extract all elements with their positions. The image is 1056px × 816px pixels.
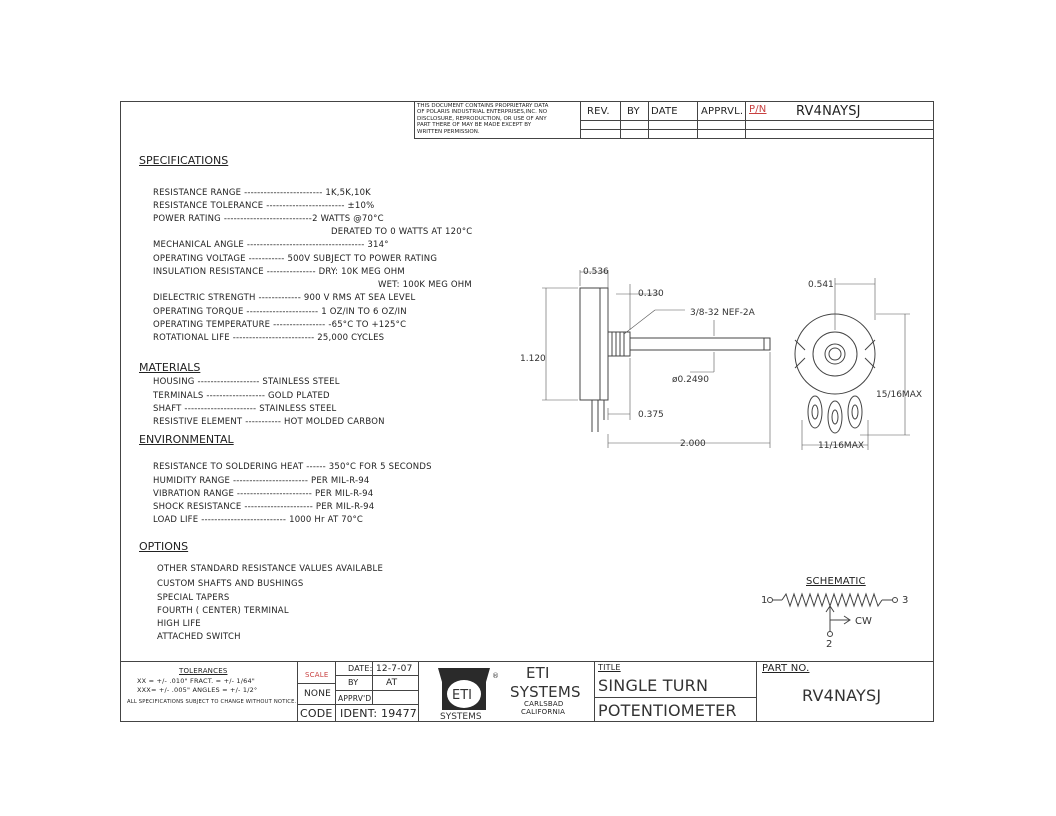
front-view-drawing	[780, 270, 930, 455]
spec-line: INSULATION RESISTANCE --------------- DRY: 10K MEG OHM	[153, 267, 405, 277]
scale-label: SCALE	[305, 671, 329, 679]
material-line: HOUSING ------------------- STAINLESS STEEL	[153, 377, 340, 387]
env-line: RESISTANCE TO SOLDERING HEAT ------ 350°C FOR 5 SECONDS	[153, 462, 432, 472]
by-value: AT	[386, 678, 398, 688]
schematic-pin3: 3	[902, 595, 909, 606]
material-line: RESISTIVE ELEMENT ----------- HOT MOLDED CARBON	[153, 417, 385, 427]
option-line: CUSTOM SHAFTS AND BUSHINGS	[157, 579, 304, 589]
ident-label: IDENT:	[340, 707, 378, 720]
spec-line: RESISTANCE TOLERANCE ------------------------ ±10%	[153, 201, 375, 211]
company-name-line2: SYSTEMS	[510, 683, 581, 701]
date-header: DATE	[651, 106, 678, 117]
spec-line: WET: 100K MEG OHM	[378, 280, 472, 290]
tolerance-note: ALL SPECIFICATIONS SUBJECT TO CHANGE WITHOUT NOTICE.	[127, 699, 297, 705]
dim-length: 2.000	[680, 439, 706, 449]
title-line2: POTENTIOMETER	[598, 701, 737, 720]
apprvl-header: APPRVL.	[701, 106, 744, 117]
spec-line: DERATED TO 0 WATTS AT 120°C	[331, 227, 473, 237]
option-line: OTHER STANDARD RESISTANCE VALUES AVAILABLE	[157, 564, 384, 574]
schematic-pin1: 1	[761, 595, 768, 606]
materials-heading: MATERIALS	[139, 361, 201, 374]
spec-line: OPERATING TEMPERATURE ---------------- -65°C TO +125°C	[153, 320, 407, 330]
schematic-diagram	[758, 588, 918, 648]
spec-line: POWER RATING ---------------------------2 WATTS @70°C	[153, 214, 384, 224]
dim-front-height: 15/16MAX	[876, 390, 923, 400]
eti-logo-text: ETI	[452, 688, 472, 703]
proprietary-notice: THIS DOCUMENT CONTAINS PROPRIETARY DATA OF POLARIS INDUSTRIAL ENTERPRISES,INC. NO DISCLOSURE, REPRODUCTION, OR USE OF ANY PART THERE OF MAY BE MADE EXCEPT BY WRITTEN PERMISSION.	[417, 103, 549, 135]
option-line: HIGH LIFE	[157, 619, 201, 629]
spec-line: RESISTANCE RANGE ------------------------ 1K,5K,10K	[153, 188, 371, 198]
company-state: CALIFORNIA	[521, 708, 566, 716]
tolerance-line-1: XX = +/- .010" FRACT. = +/- 1/64"	[137, 677, 256, 685]
part-no-value: RV4NAYSJ	[802, 686, 882, 705]
spec-line: OPERATING TORQUE ---------------------- 1 OZ/IN TO 6 OZ/IN	[153, 307, 407, 317]
dim-front-0541: 0.541	[808, 280, 834, 290]
company-city: CARLSBAD	[524, 700, 564, 708]
tolerance-line-2: XXX= +/- .005" ANGLES = +/- 1/2°	[137, 686, 258, 694]
environmental-heading: ENVIRONMENTAL	[139, 433, 234, 446]
spec-line: MECHANICAL ANGLE ------------------------------------ 314°	[153, 240, 389, 250]
spec-line: ROTATIONAL LIFE ------------------------- 25,000 CYCLES	[153, 333, 385, 343]
front-view-dimensions	[802, 278, 910, 450]
spec-line: DIELECTRIC STRENGTH ------------- 900 V RMS AT SEA LEVEL	[153, 293, 416, 303]
dim-thread: 3/8-32 NEF-2A	[690, 308, 755, 318]
part-no-label: PART NO.	[762, 663, 810, 674]
pn-value: RV4NAYSJ	[796, 104, 861, 119]
option-line: SPECIAL TAPERS	[157, 593, 230, 603]
option-line: ATTACHED SWITCH	[157, 632, 241, 642]
dim-0375: 0.375	[638, 410, 664, 420]
ident-value: 19477	[381, 707, 417, 720]
dim-height: 1.120	[520, 354, 546, 364]
code-label: CODE	[300, 707, 333, 720]
options-heading: OPTIONS	[139, 540, 189, 553]
date-value: 12-7-07	[376, 664, 413, 674]
side-view-drawing	[520, 250, 790, 460]
eti-registered-mark: ®	[492, 672, 499, 680]
env-line: VIBRATION RANGE ----------------------- PER MIL-R-94	[153, 489, 374, 499]
scale-value: NONE	[304, 689, 332, 699]
schematic-lines	[768, 594, 898, 637]
env-line: LOAD LIFE -------------------------- 1000 Hr AT 70°C	[153, 515, 364, 525]
eti-logo	[432, 664, 502, 720]
specifications-heading: SPECIFICATIONS	[139, 154, 229, 167]
eti-logo-subtext: SYSTEMS	[440, 712, 482, 720]
title-label: TITLE	[598, 663, 621, 672]
schematic-title: SCHEMATIC	[806, 576, 866, 587]
schematic-pin2: 2	[826, 639, 833, 648]
env-line: SHOCK RESISTANCE --------------------- PER MIL-R-94	[153, 502, 375, 512]
by-header: BY	[627, 106, 640, 117]
company-name-line1: ETI	[526, 664, 550, 682]
spec-line: OPERATING VOLTAGE ----------- 500V SUBJECT TO POWER RATING	[153, 254, 438, 264]
by-label: BY	[348, 678, 359, 687]
schematic-cw: CW	[855, 616, 872, 627]
material-line: SHAFT ---------------------- STAINLESS STEEL	[153, 404, 337, 414]
date-label: DATE:	[348, 664, 373, 673]
dim-shaft-dia: ø0.2490	[672, 375, 709, 385]
env-line: HUMIDITY RANGE ----------------------- PER MIL-R-94	[153, 476, 370, 486]
dim-front-width: 11/16MAX	[818, 441, 865, 451]
tolerances-title: TOLERANCES	[179, 667, 228, 675]
rev-header: REV.	[587, 106, 610, 117]
option-line: FOURTH ( CENTER) TERMINAL	[157, 606, 289, 616]
front-view-outline	[795, 314, 875, 433]
material-line: TERMINALS ------------------ GOLD PLATED	[153, 391, 330, 401]
pn-label: P/N	[749, 104, 767, 115]
apprvd-label: APPRV'D	[338, 694, 372, 703]
dim-0536: 0.536	[583, 267, 609, 277]
title-line1: SINGLE TURN	[598, 676, 709, 695]
dim-0130: 0.130	[638, 289, 664, 299]
